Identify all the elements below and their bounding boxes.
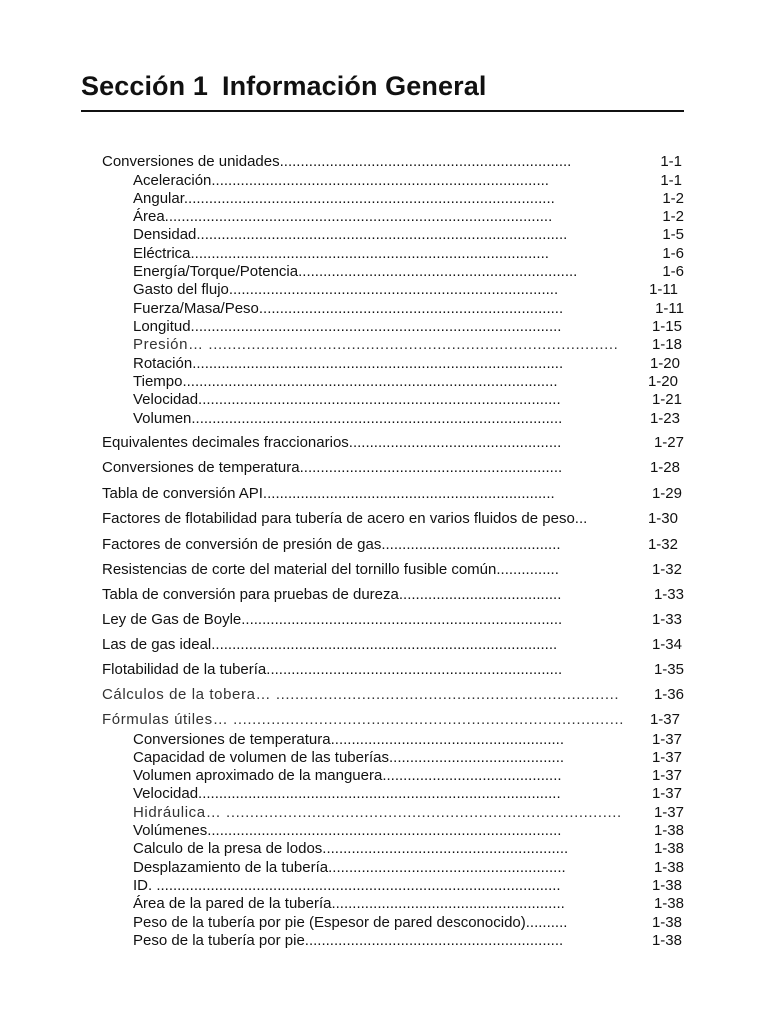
toc-entry-page: 1-38 bbox=[653, 822, 684, 839]
toc-entry-label: Hidráulica… ................................................................................... bbox=[133, 804, 622, 821]
toc-entry-label: Conversiones de unidades...................................................................... bbox=[102, 153, 572, 170]
toc-entry bbox=[102, 611, 682, 629]
toc-entry-label: Factores de flotabilidad para tubería de acero en varios fluidos de peso... bbox=[102, 510, 588, 527]
toc-entry-page: 1-37 bbox=[651, 749, 682, 766]
toc-entry-label: Longitud......................................................................................... bbox=[133, 318, 562, 335]
toc-entry bbox=[102, 711, 680, 729]
toc-entry bbox=[102, 561, 682, 579]
toc-entry-page: 1-38 bbox=[651, 932, 682, 949]
toc-entry-page: 1-32 bbox=[647, 536, 678, 553]
toc-entry-page: 1-15 bbox=[651, 318, 682, 335]
toc-entry bbox=[133, 190, 684, 208]
toc-entry-page: 1-35 bbox=[653, 661, 684, 678]
toc-entry-page: 1-37 bbox=[651, 767, 682, 784]
toc-entry-label: Velocidad....................................................................................... bbox=[133, 785, 561, 802]
toc-entry-page: 1-20 bbox=[647, 373, 678, 390]
toc-entry-label: Fuerza/Masa/Peso......................................................................... bbox=[133, 300, 564, 317]
toc-entry bbox=[133, 208, 684, 226]
toc-entry-label: Tiempo.......................................................................................... bbox=[133, 373, 558, 390]
toc-entry-label: Energía/Torque/Potencia................................................................... bbox=[133, 263, 578, 280]
toc-entry bbox=[102, 434, 684, 452]
toc-entry-page: 1-2 bbox=[662, 190, 684, 207]
toc-entry-page: 1-37 bbox=[649, 711, 680, 728]
toc-entry-page: 1-38 bbox=[653, 895, 684, 912]
toc-entry bbox=[102, 459, 680, 477]
toc-entry-label: Peso de la tubería por pie.............................................................. bbox=[133, 932, 564, 949]
toc-entry-page: 1-11 bbox=[655, 300, 684, 317]
toc-entry bbox=[133, 914, 682, 932]
toc-entry-label: Resistencias de corte del material del tornillo fusible común............... bbox=[102, 561, 559, 578]
toc-entry-label: Volúmenes..................................................................................... bbox=[133, 822, 562, 839]
toc-entry bbox=[133, 932, 682, 950]
toc-entry-label: ID. ................................................................................................. bbox=[133, 877, 561, 894]
toc-entry-label: Aceleración................................................................................. bbox=[133, 172, 549, 189]
toc-entry bbox=[133, 245, 684, 263]
toc-entry bbox=[133, 410, 680, 428]
toc-entry bbox=[102, 153, 682, 171]
toc-entry bbox=[133, 318, 682, 336]
section-title: Información General bbox=[221, 71, 487, 101]
toc-entry-page: 1-36 bbox=[653, 686, 684, 703]
toc-entry bbox=[133, 281, 678, 299]
toc-entry bbox=[102, 586, 684, 604]
toc-entry-label: Conversiones de temperatura............................................................... bbox=[102, 459, 563, 476]
toc-entry-page: 1-32 bbox=[651, 561, 682, 578]
toc-entry-label: Conversiones de temperatura........................................................ bbox=[133, 731, 564, 748]
toc-entry-page: 1-6 bbox=[662, 263, 684, 280]
toc-entry bbox=[133, 822, 684, 840]
toc-entry bbox=[133, 172, 682, 190]
toc-entry-label: Volumen......................................................................................... bbox=[133, 410, 563, 427]
toc-entry-page: 1-28 bbox=[649, 459, 680, 476]
toc-entry-page: 1-5 bbox=[662, 226, 684, 243]
toc-entry bbox=[102, 536, 678, 554]
toc-entry-page: 1-37 bbox=[653, 804, 684, 821]
toc-entry bbox=[133, 785, 682, 803]
toc-entry-label: Flotabilidad de la tubería....................................................................... bbox=[102, 661, 563, 678]
toc-entry-label: Área............................................................................................. bbox=[133, 208, 553, 225]
toc-entry-page: 1-34 bbox=[651, 636, 682, 653]
toc-entry bbox=[133, 767, 682, 785]
toc-entry-page: 1-33 bbox=[651, 611, 682, 628]
toc-entry-page: 1-6 bbox=[662, 245, 684, 262]
toc-entry bbox=[133, 336, 682, 354]
toc-entry-page: 1-33 bbox=[653, 586, 684, 603]
toc-entry bbox=[102, 686, 684, 704]
toc-entry bbox=[133, 300, 684, 318]
toc-entry-page: 1-38 bbox=[653, 859, 684, 876]
toc-entry-label: Gasto del flujo............................................................................... bbox=[133, 281, 559, 298]
toc-entry bbox=[133, 731, 682, 749]
toc-entry-label: Fórmulas útiles… .................................................................................. bbox=[102, 711, 624, 728]
toc-entry-page: 1-1 bbox=[660, 172, 682, 189]
toc-entry bbox=[133, 895, 684, 913]
toc-entry-label: Cálculos de la tobera… ........................................................................ bbox=[102, 686, 620, 703]
toc-entry-page: 1-30 bbox=[647, 510, 678, 527]
toc-entry-page: 1-37 bbox=[651, 785, 682, 802]
toc-entry-page: 1-27 bbox=[653, 434, 684, 451]
toc-entry-label: Velocidad....................................................................................... bbox=[133, 391, 561, 408]
toc-entry bbox=[102, 661, 684, 679]
toc-entry bbox=[133, 804, 684, 822]
toc-entry bbox=[102, 485, 682, 503]
toc-entry bbox=[133, 263, 684, 281]
toc-entry-page: 1-38 bbox=[651, 914, 682, 931]
toc-entry-page: 1-18 bbox=[651, 336, 682, 353]
toc-entry-label: Ley de Gas de Boyle............................................................................. bbox=[102, 611, 563, 628]
toc-entry-label: Eléctrica...................................................................................... bbox=[133, 245, 549, 262]
toc-entry-label: Rotación......................................................................................... bbox=[133, 355, 564, 372]
toc-entry-page: 1-38 bbox=[651, 877, 682, 894]
toc-entry-label: Densidad......................................................................................... bbox=[133, 226, 568, 243]
toc-entry-label: Capacidad de volumen de las tuberías.......................................... bbox=[133, 749, 565, 766]
toc-entry bbox=[133, 226, 684, 244]
toc-entry-page: 1-11 bbox=[649, 281, 678, 298]
toc-entry-label: Calculo de la presa de lodos........................................................... bbox=[133, 840, 569, 857]
toc-entry-label: Equivalentes decimales fraccionarios................................................... bbox=[102, 434, 562, 451]
toc-entry-label: Volumen aproximado de la manguera........................................... bbox=[133, 767, 562, 784]
toc-entry-page: 1-2 bbox=[662, 208, 684, 225]
toc-entry bbox=[133, 355, 680, 373]
toc-entry-page: 1-37 bbox=[651, 731, 682, 748]
toc-entry-label: Tabla de conversión para pruebas de dureza....................................... bbox=[102, 586, 562, 603]
toc-entry-label: Las de gas ideal................................................................................... bbox=[102, 636, 558, 653]
toc-entry bbox=[133, 373, 678, 391]
toc-entry-page: 1-20 bbox=[649, 355, 680, 372]
toc-entry-page: 1-29 bbox=[651, 485, 682, 502]
toc-entry bbox=[133, 859, 684, 877]
toc-entry bbox=[102, 636, 682, 654]
toc-entry-page: 1-1 bbox=[660, 153, 682, 170]
toc-entry bbox=[102, 510, 678, 528]
toc-entry-label: Angular......................................................................................... bbox=[133, 190, 555, 207]
toc-entry bbox=[133, 749, 682, 767]
toc-entry-label: Tabla de conversión API...................................................................... bbox=[102, 485, 555, 502]
toc-entry-label: Factores de conversión de presión de gas........................................... bbox=[102, 536, 561, 553]
toc-entry bbox=[133, 840, 684, 858]
toc-entry-label: Presión… ...................................................................................... bbox=[133, 336, 619, 353]
toc-entry-label: Área de la pared de la tubería........................................................ bbox=[133, 895, 565, 912]
toc-entry bbox=[133, 877, 682, 895]
toc-entry-page: 1-38 bbox=[653, 840, 684, 857]
toc-entry-label: Peso de la tubería por pie (Espesor de pared desconocido).......... bbox=[133, 914, 568, 931]
toc-entry-page: 1-21 bbox=[651, 391, 682, 408]
toc-entry-label: Desplazamiento de la tubería......................................................... bbox=[133, 859, 566, 876]
toc-entry bbox=[133, 391, 682, 409]
section-number: Sección 1 bbox=[81, 71, 208, 101]
toc-entry-page: 1-23 bbox=[649, 410, 680, 427]
